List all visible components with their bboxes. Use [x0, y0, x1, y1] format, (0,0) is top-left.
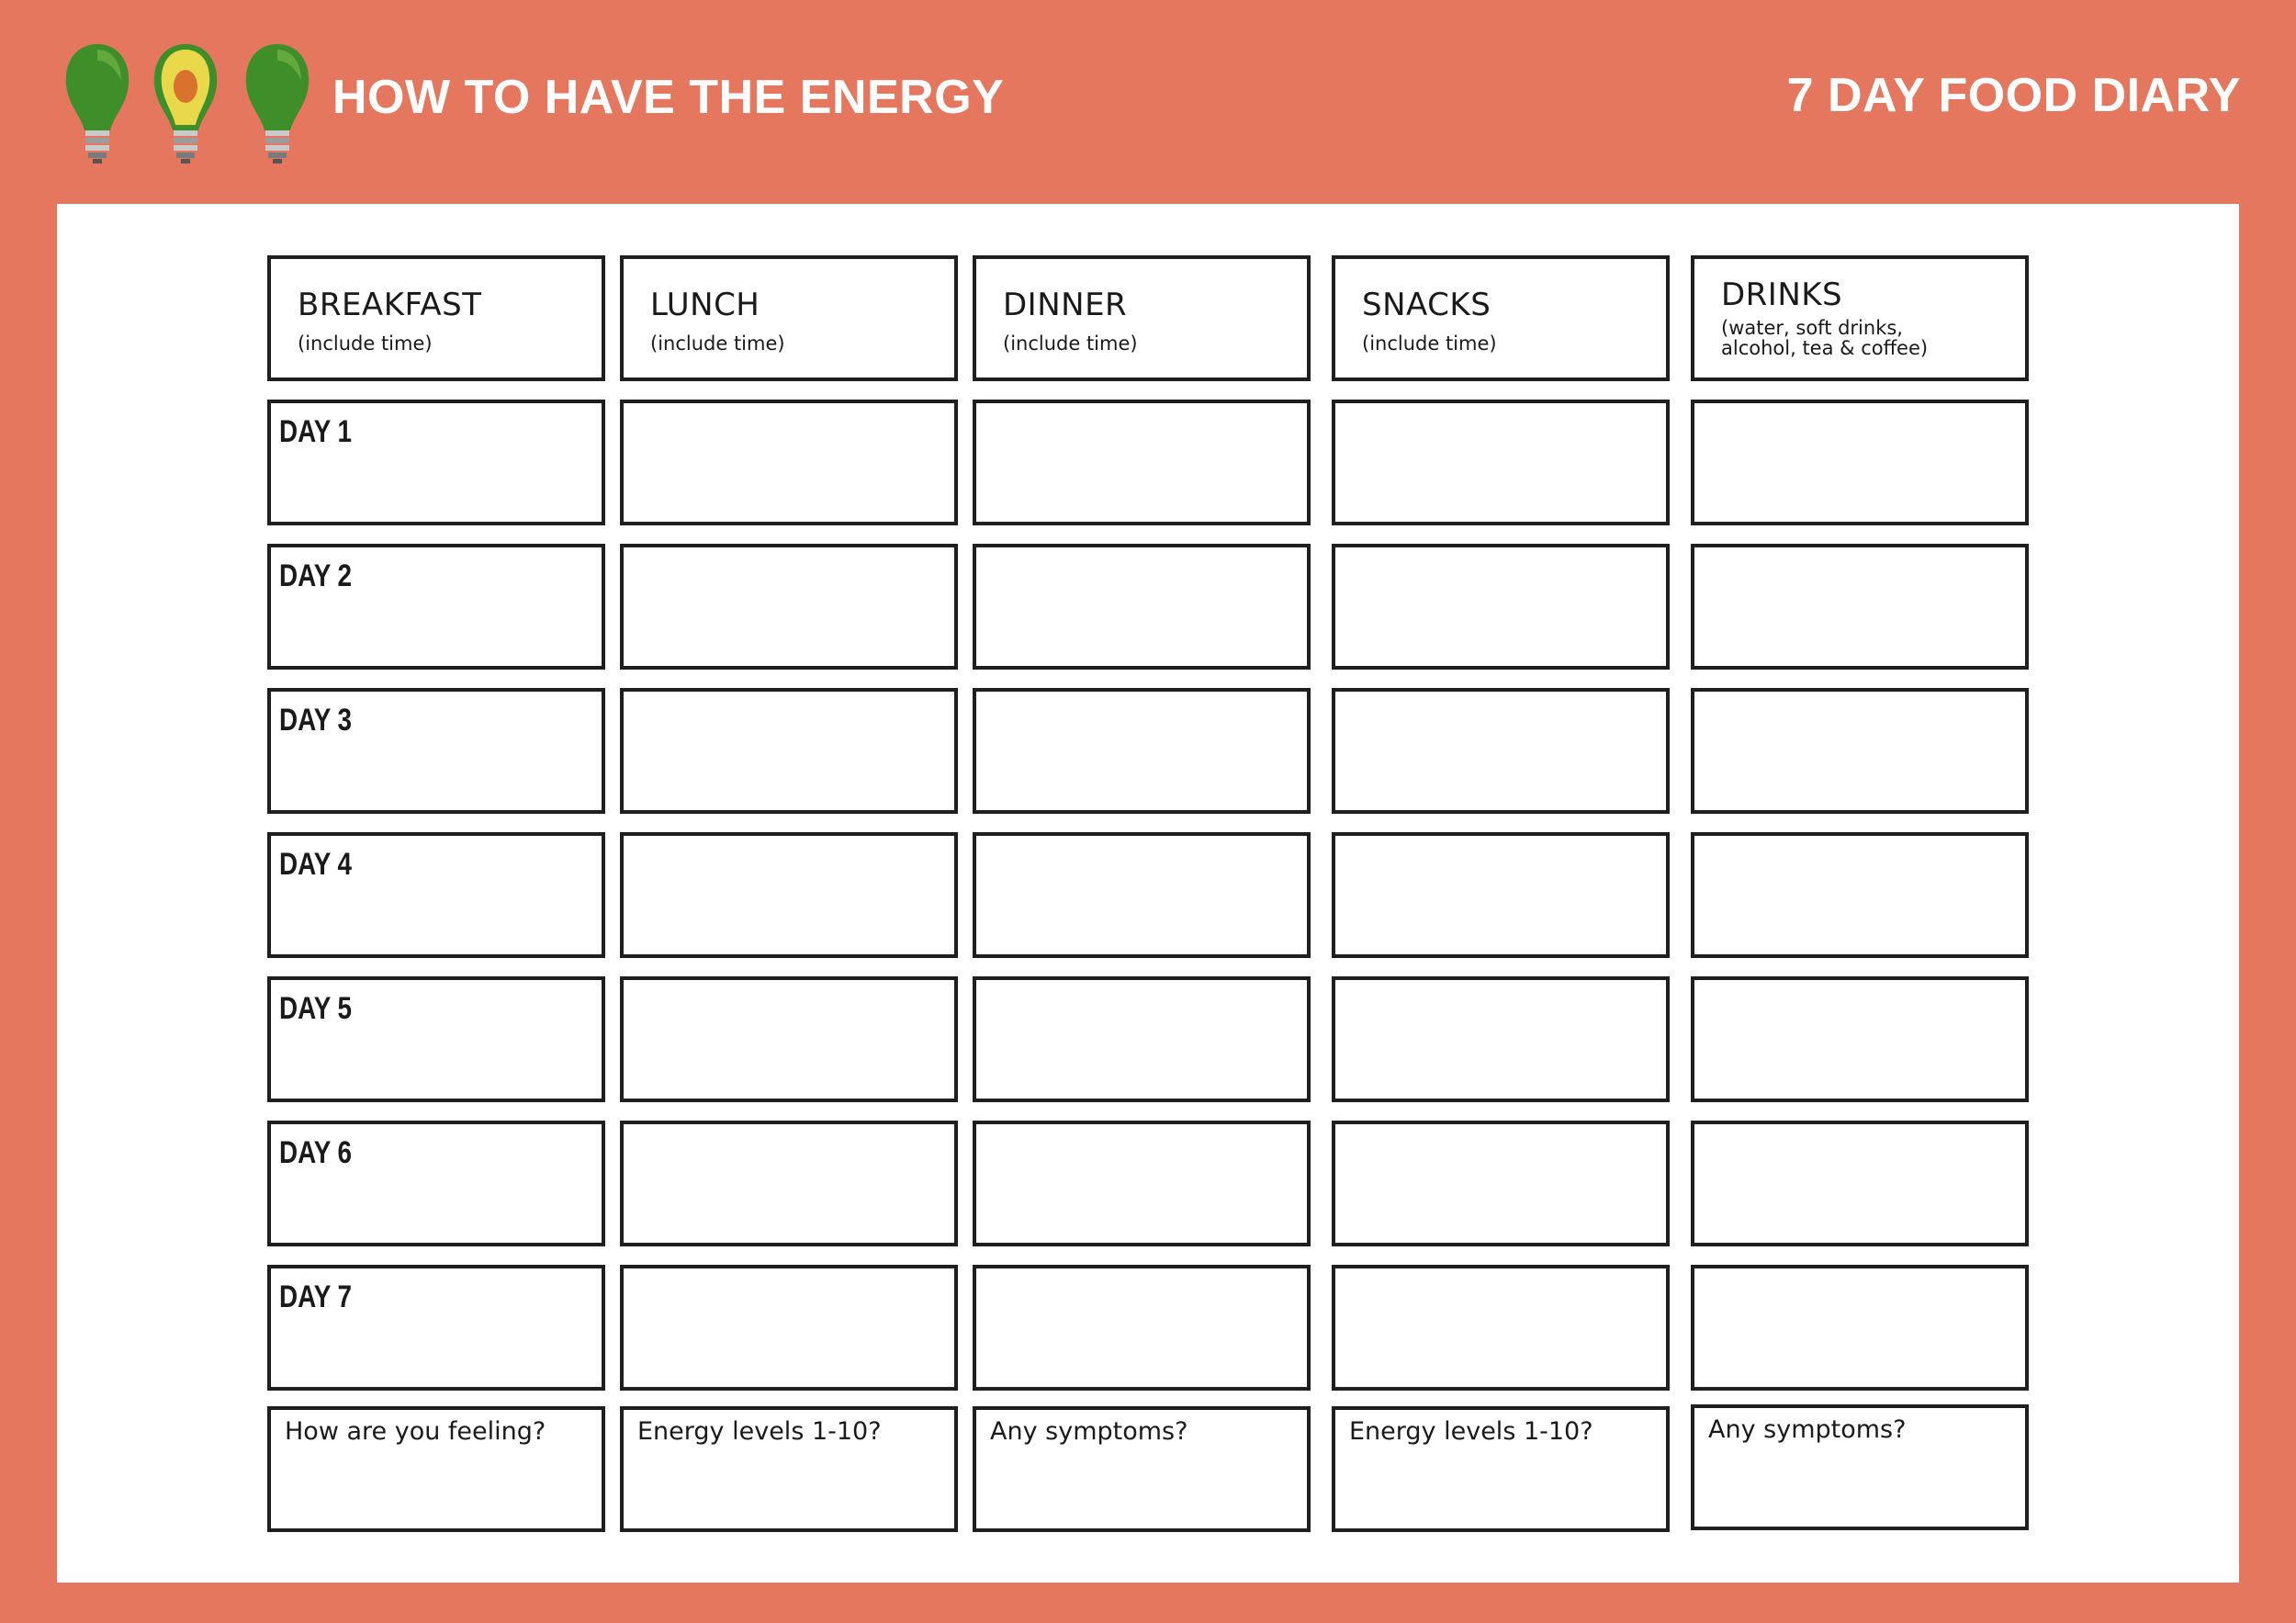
prompt-label: How are you feeling? [285, 1417, 546, 1446]
entry-cell-drinks[interactable] [1691, 400, 2029, 525]
entry-cell-dinner[interactable] [973, 544, 1311, 670]
diary-title: 7 DAY FOOD DIARY [1786, 69, 2241, 122]
entry-cell-drinks[interactable] [1691, 1121, 2029, 1246]
column-title: DINNER [1003, 287, 1128, 323]
prompt-label: Energy levels 1-10? [637, 1417, 882, 1446]
entry-cell-lunch[interactable] [620, 976, 958, 1102]
column-title: SNACKS [1362, 287, 1491, 323]
entry-cell-drinks[interactable] [1691, 544, 2029, 670]
column-title: BREAKFAST [298, 287, 482, 323]
prompt-label: Any symptoms? [1708, 1415, 1907, 1444]
prompt-cell-feeling[interactable] [267, 1406, 605, 1532]
column-title: LUNCH [650, 287, 760, 323]
entry-cell-lunch[interactable] [620, 832, 958, 958]
entry-cell-dinner[interactable] [973, 1265, 1311, 1391]
entry-cell-dinner[interactable] [973, 976, 1311, 1102]
prompt-cell-symptoms[interactable] [973, 1406, 1311, 1532]
column-title: DRINKS [1721, 276, 1843, 313]
column-header-breakfast [267, 255, 605, 381]
day-label: DAY 3 [279, 703, 353, 738]
entry-cell-lunch[interactable] [620, 1265, 958, 1391]
entry-cell-snacks[interactable] [1332, 1121, 1670, 1246]
entry-cell-snacks[interactable] [1332, 544, 1670, 670]
day-row-label-cell[interactable] [267, 1121, 605, 1246]
entry-cell-snacks[interactable] [1332, 976, 1670, 1102]
day-row-label-cell[interactable] [267, 976, 605, 1102]
entry-cell-drinks[interactable] [1691, 688, 2029, 814]
prompt-label: Any symptoms? [990, 1417, 1188, 1446]
entry-cell-lunch[interactable] [620, 688, 958, 814]
entry-cell-drinks[interactable] [1691, 1265, 2029, 1391]
column-subtitle: (water, soft drinks, alcohol, tea & coffee) [1721, 317, 1929, 359]
entry-cell-lunch[interactable] [620, 400, 958, 525]
entry-cell-drinks[interactable] [1691, 976, 2029, 1102]
day-label: DAY 4 [279, 847, 353, 882]
column-header-drinks [1691, 255, 2029, 381]
day-row-label-cell[interactable] [267, 832, 605, 958]
brand-title: HOW TO HAVE THE ENERGY [332, 71, 1005, 124]
entry-cell-dinner[interactable] [973, 1121, 1311, 1246]
day-label: DAY 5 [279, 991, 353, 1026]
prompt-cell-symptoms[interactable] [1691, 1404, 2029, 1530]
prompt-cell-energy[interactable] [1332, 1406, 1670, 1532]
column-subtitle: (include time) [298, 332, 433, 355]
entry-cell-snacks[interactable] [1332, 832, 1670, 958]
column-subtitle: (include time) [650, 332, 785, 355]
entry-cell-snacks[interactable] [1332, 688, 1670, 814]
column-header-dinner [973, 255, 1311, 381]
day-row-label-cell[interactable] [267, 1265, 605, 1391]
prompt-label: Energy levels 1-10? [1349, 1417, 1593, 1446]
day-label: DAY 1 [279, 414, 353, 449]
day-row-label-cell[interactable] [267, 544, 605, 670]
prompt-cell-energy[interactable] [620, 1406, 958, 1532]
entry-cell-snacks[interactable] [1332, 1265, 1670, 1391]
entry-cell-dinner[interactable] [973, 400, 1311, 525]
entry-cell-lunch[interactable] [620, 544, 958, 670]
day-label: DAY 7 [279, 1279, 353, 1314]
column-header-lunch [620, 255, 958, 381]
day-row-label-cell[interactable] [267, 688, 605, 814]
column-subtitle: (include time) [1003, 332, 1138, 355]
day-label: DAY 6 [279, 1135, 353, 1170]
entry-cell-lunch[interactable] [620, 1121, 958, 1246]
column-header-snacks [1332, 255, 1670, 381]
day-row-label-cell[interactable] [267, 400, 605, 525]
day-label: DAY 2 [279, 558, 353, 593]
entry-cell-dinner[interactable] [973, 832, 1311, 958]
column-subtitle: (include time) [1362, 332, 1497, 355]
entry-cell-dinner[interactable] [973, 688, 1311, 814]
entry-cell-drinks[interactable] [1691, 832, 2029, 958]
entry-cell-snacks[interactable] [1332, 400, 1670, 525]
